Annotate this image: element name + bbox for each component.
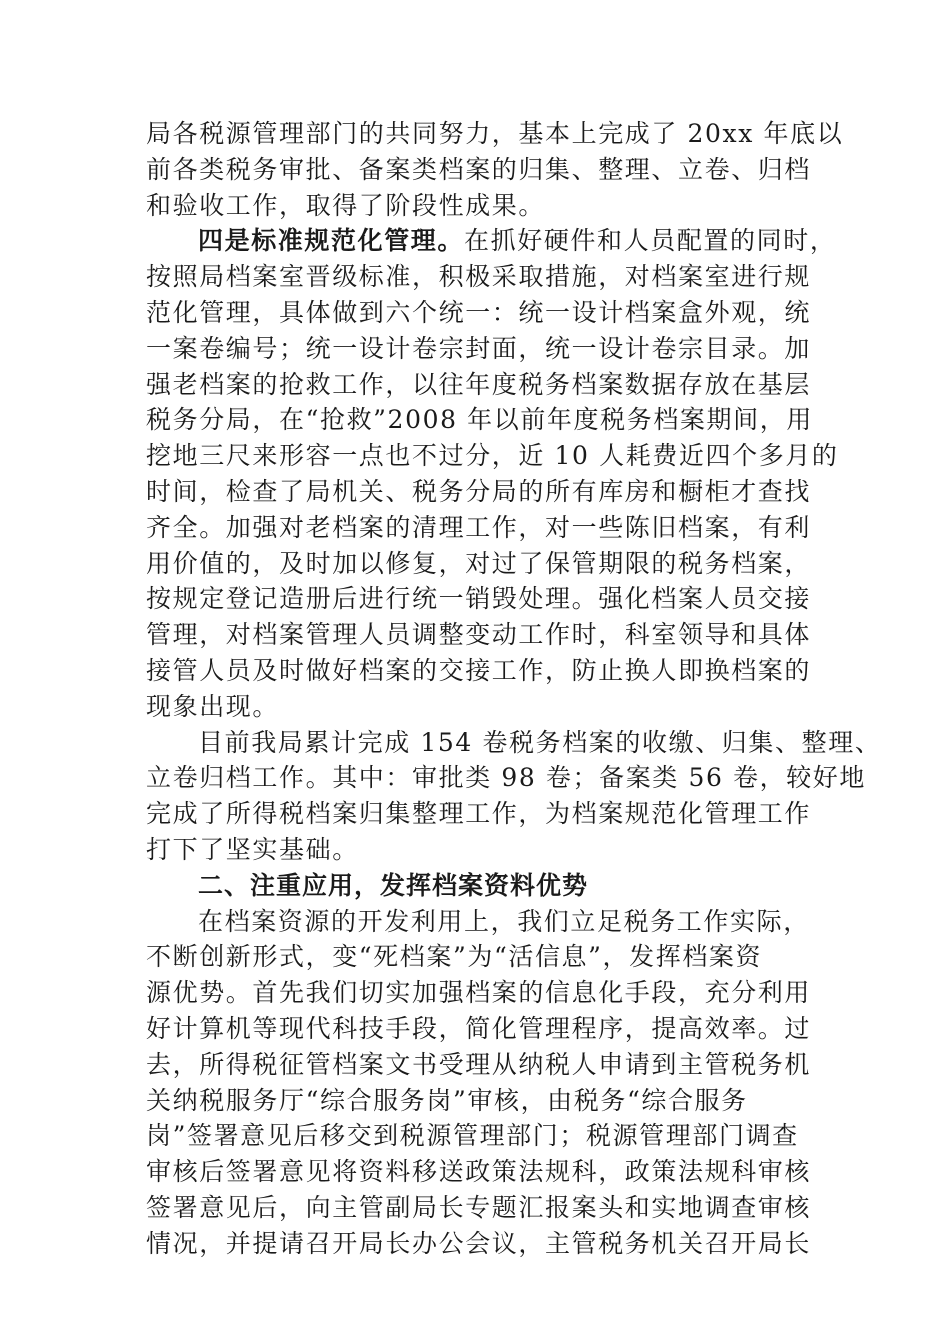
text-line: 前各类税务审批、备案类档案的归集、整理、立卷、归档	[146, 154, 812, 184]
text-line: 管理，对档案管理人员调整变动工作时，科室领导和具体	[146, 620, 812, 650]
text-line: 和验收工作，取得了阶段性成果。	[146, 190, 546, 220]
text-line: 目前我局累计完成 154 卷税务档案的收缴、归集、整理、	[198, 727, 882, 757]
text-line: 范化管理，具体做到六个统一：统一设计档案盒外观，统	[146, 297, 812, 327]
text-line: 接管人员及时做好档案的交接工作，防止换人即换档案的	[146, 655, 812, 685]
text-line: 审核后签署意见将资料移送政策法规科，政策法规科审核	[146, 1157, 812, 1187]
section-heading: 二、注重应用，发挥档案资料优势	[198, 870, 589, 900]
text-line: 税务分局，在“抢救”2008 年以前年度税务档案期间，用	[146, 405, 813, 435]
text-line: 按规定登记造册后进行统一销毁处理。强化档案人员交接	[146, 584, 812, 614]
text-line: 签署意见后，向主管副局长专题汇报案头和实地调查审核	[146, 1192, 812, 1222]
text-line: 源优势。首先我们切实加强档案的信息化手段，充分利用	[146, 978, 812, 1008]
text-line: 时间，检查了局机关、税务分局的所有库房和橱柜才查找	[146, 476, 812, 506]
text-line: 关纳税服务厅“综合服务岗”审核，由税务“综合服务	[146, 1085, 748, 1115]
document-body	[146, 116, 882, 1262]
text-line: 岗”签署意见后移交到税源管理部门；税源管理部门调查	[146, 1121, 799, 1151]
text-line: 挖地三尺来形容一点也不过分，近 10 人耗费近四个多月的	[146, 441, 839, 471]
text-line: 在档案资源的开发利用上，我们立足税务工作实际，	[198, 906, 810, 936]
text-line: 不断创新形式，变“死档案”为“活信息”，发挥档案资	[146, 942, 763, 972]
text-line: 按照局档案室晋级标准，积极采取措施，对档案室进行规	[146, 262, 812, 292]
text-line: 打下了坚实基础。	[146, 834, 359, 864]
text-line: 立卷归档工作。其中：审批类 98 卷；备案类 56 卷，较好地	[146, 763, 867, 793]
text-span: 在抓好硬件和人员配置的同时，	[464, 226, 837, 256]
text-line: 情况，并提请召开局长办公会议，主管税务机关召开局长	[146, 1228, 812, 1258]
text-line: 现象出现。	[146, 691, 280, 721]
text-line: 一案卷编号；统一设计卷宗封面，统一设计卷宗目录。加	[146, 333, 812, 363]
text-line: 去，所得税征管档案文书受理从纳税人申请到主管税务机	[146, 1049, 812, 1079]
text-line: 局各税源管理部门的共同努力，基本上完成了 20xx 年底以	[146, 119, 844, 148]
text-line: 好计算机等现代科技手段，简化管理程序，提高效率。过	[146, 1013, 812, 1043]
text-line: 完成了所得税档案归集整理工作，为档案规范化管理工作	[146, 799, 812, 829]
text-line: 齐全。加强对老档案的清理工作，对一些陈旧档案，有利	[146, 512, 812, 542]
text-line: 强老档案的抢救工作，以往年度税务档案数据存放在基层	[146, 369, 812, 399]
paragraph-lead-line	[146, 223, 837, 259]
text-line: 用价值的，及时加以修复，对过了保管期限的税务档案，	[146, 548, 812, 578]
paragraph-lead-bold: 四是标准规范化管理。	[198, 226, 465, 256]
